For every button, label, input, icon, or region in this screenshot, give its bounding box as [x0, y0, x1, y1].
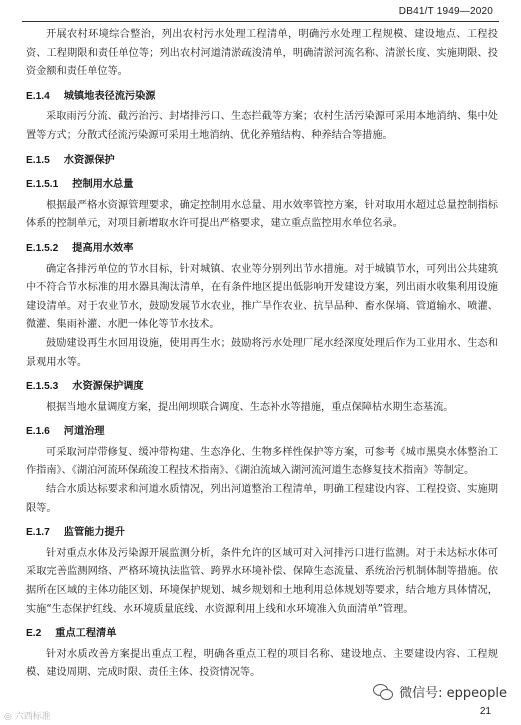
- section-heading: [26, 176, 498, 195]
- header-divider: [22, 21, 499, 22]
- section-heading: [26, 152, 498, 171]
- section-title: 重点工程清单: [55, 628, 117, 640]
- watermark-text: ◎ 六西标准: [4, 712, 51, 722]
- section-number: E.1.4: [26, 90, 50, 102]
- section-title: 提高用水效率: [72, 242, 134, 254]
- section-number: E.1.5.1: [26, 179, 59, 191]
- section-title: 河道治理: [63, 426, 105, 438]
- paragraph: 针对重点水体及污染源开展监测分析，条件允许的区域可对入河排污口进行监测。对于未达标水体可采取完善监测网络、严格环境执法监管、跨界水环境补偿、保障生态流量、系统治污机制体制等措施。依据所在区域的主体功能区划、环境保护规划、城乡规划和土地利用总体规划等要求，结合地方具体情况，实施“生态保护红线、水环境质量底线、水资源利用上线和水环境准入负面清单”管理。: [26, 547, 498, 615]
- document-body: [26, 26, 498, 683]
- standard-code: DB41/T 1949—2020: [398, 6, 493, 17]
- paragraph: 开展农村环境综合整治，列出农村污水处理工程清单，明确污水处理工程规模、建设地点、工程投资、工程期限和责任单位等；列出农村河道清淤疏浚清单，明确清淤河流名称、清淤长度、实施期限、投资金额和责任单位等。: [26, 29, 498, 78]
- section-number: E.1.6: [26, 426, 50, 438]
- paragraph: 结合水质达标要求和河道水质情况，列出河道整治工程清单，明确工程建设内容、工程投资、实施期限等。: [26, 484, 498, 514]
- paragraph: 根据当地水量调度方案，提出闸坝联合调度、生态补水等措施，重点保障枯水期生态基流。: [46, 401, 454, 413]
- section-number: E.1.5.2: [26, 242, 59, 254]
- section-heading: [26, 88, 498, 107]
- section-title: 监管能力提升: [63, 527, 125, 539]
- section-heading: [26, 625, 498, 644]
- page-number: 21: [479, 706, 491, 717]
- section-number: E.1.5.3: [26, 381, 59, 393]
- paragraph: 可采取河岸带修复、缓冲带构建、生态净化、生物多样性保护等方案，可参考《城市黑臭水体整治工作指南》、《湖泊河流环保疏浚工程技术指南》、《湖泊流域入湖河流河道生态修复技术指南》等制定。: [26, 446, 498, 477]
- section-title: 水资源保护调度: [72, 381, 144, 393]
- section-number: E.1.5: [26, 154, 50, 166]
- paragraph: 针对水质改善方案提出重点工程，明确各重点工程的项目名称、建设地点、主要建设内容、工程规模、建设周期、完成时限、责任主体、投资情况等。: [26, 648, 498, 679]
- paragraph: 确定各排污单位的节水目标，针对城镇、农业等分别列出节水措施。对于城镇节水，可列出公共建筑中不符合节水标准的用水器具淘汰清单，在有条件地区提出低影响开发建设方案，列出雨水收集利用设施建设清单。对于农业节水，鼓励发展节水农业，推广旱作农业、抗旱品种、畜水保墒、管道输水、喷灌、微灌、集雨补灌、水肥一体化等节水技术。: [26, 263, 498, 331]
- section-heading: [26, 524, 498, 543]
- section-number: E.1.7: [26, 527, 50, 539]
- wechat-watermark: [373, 682, 507, 701]
- paragraph: 根据最严格水资源管理要求，确定控制用水总量、用水效率管控方案，针对取用水超过总量控制指标体系的控制单元，对项目新增取水许可提出严格要求，建立重点监控用水单位名录。: [26, 199, 498, 230]
- section-heading: [26, 240, 498, 259]
- wechat-icon: [373, 684, 393, 700]
- section-title: 城镇地表径流污染源: [63, 90, 156, 102]
- section-heading: [26, 378, 498, 397]
- section-title: 水资源保护: [63, 154, 115, 166]
- wechat-id: 微信号: eppeople: [399, 686, 507, 701]
- paragraph: 鼓励建设再生水回用设施，使用再生水；鼓励将污水处理厂尾水经深度处理后作为工业用水、生态和景观用水等。: [26, 337, 498, 368]
- section-title: 控制用水总量: [72, 179, 134, 191]
- section-number: E.2: [26, 628, 42, 640]
- paragraph: 采取雨污分流、截污治污、封堵排污口、生态拦截等方案；农村生活污染源可采用本地消纳、集中处置等方式；分散式径流污染源可采用土地消纳、优化养殖结构、种养结合等措施。: [26, 111, 498, 141]
- section-heading: [26, 423, 498, 442]
